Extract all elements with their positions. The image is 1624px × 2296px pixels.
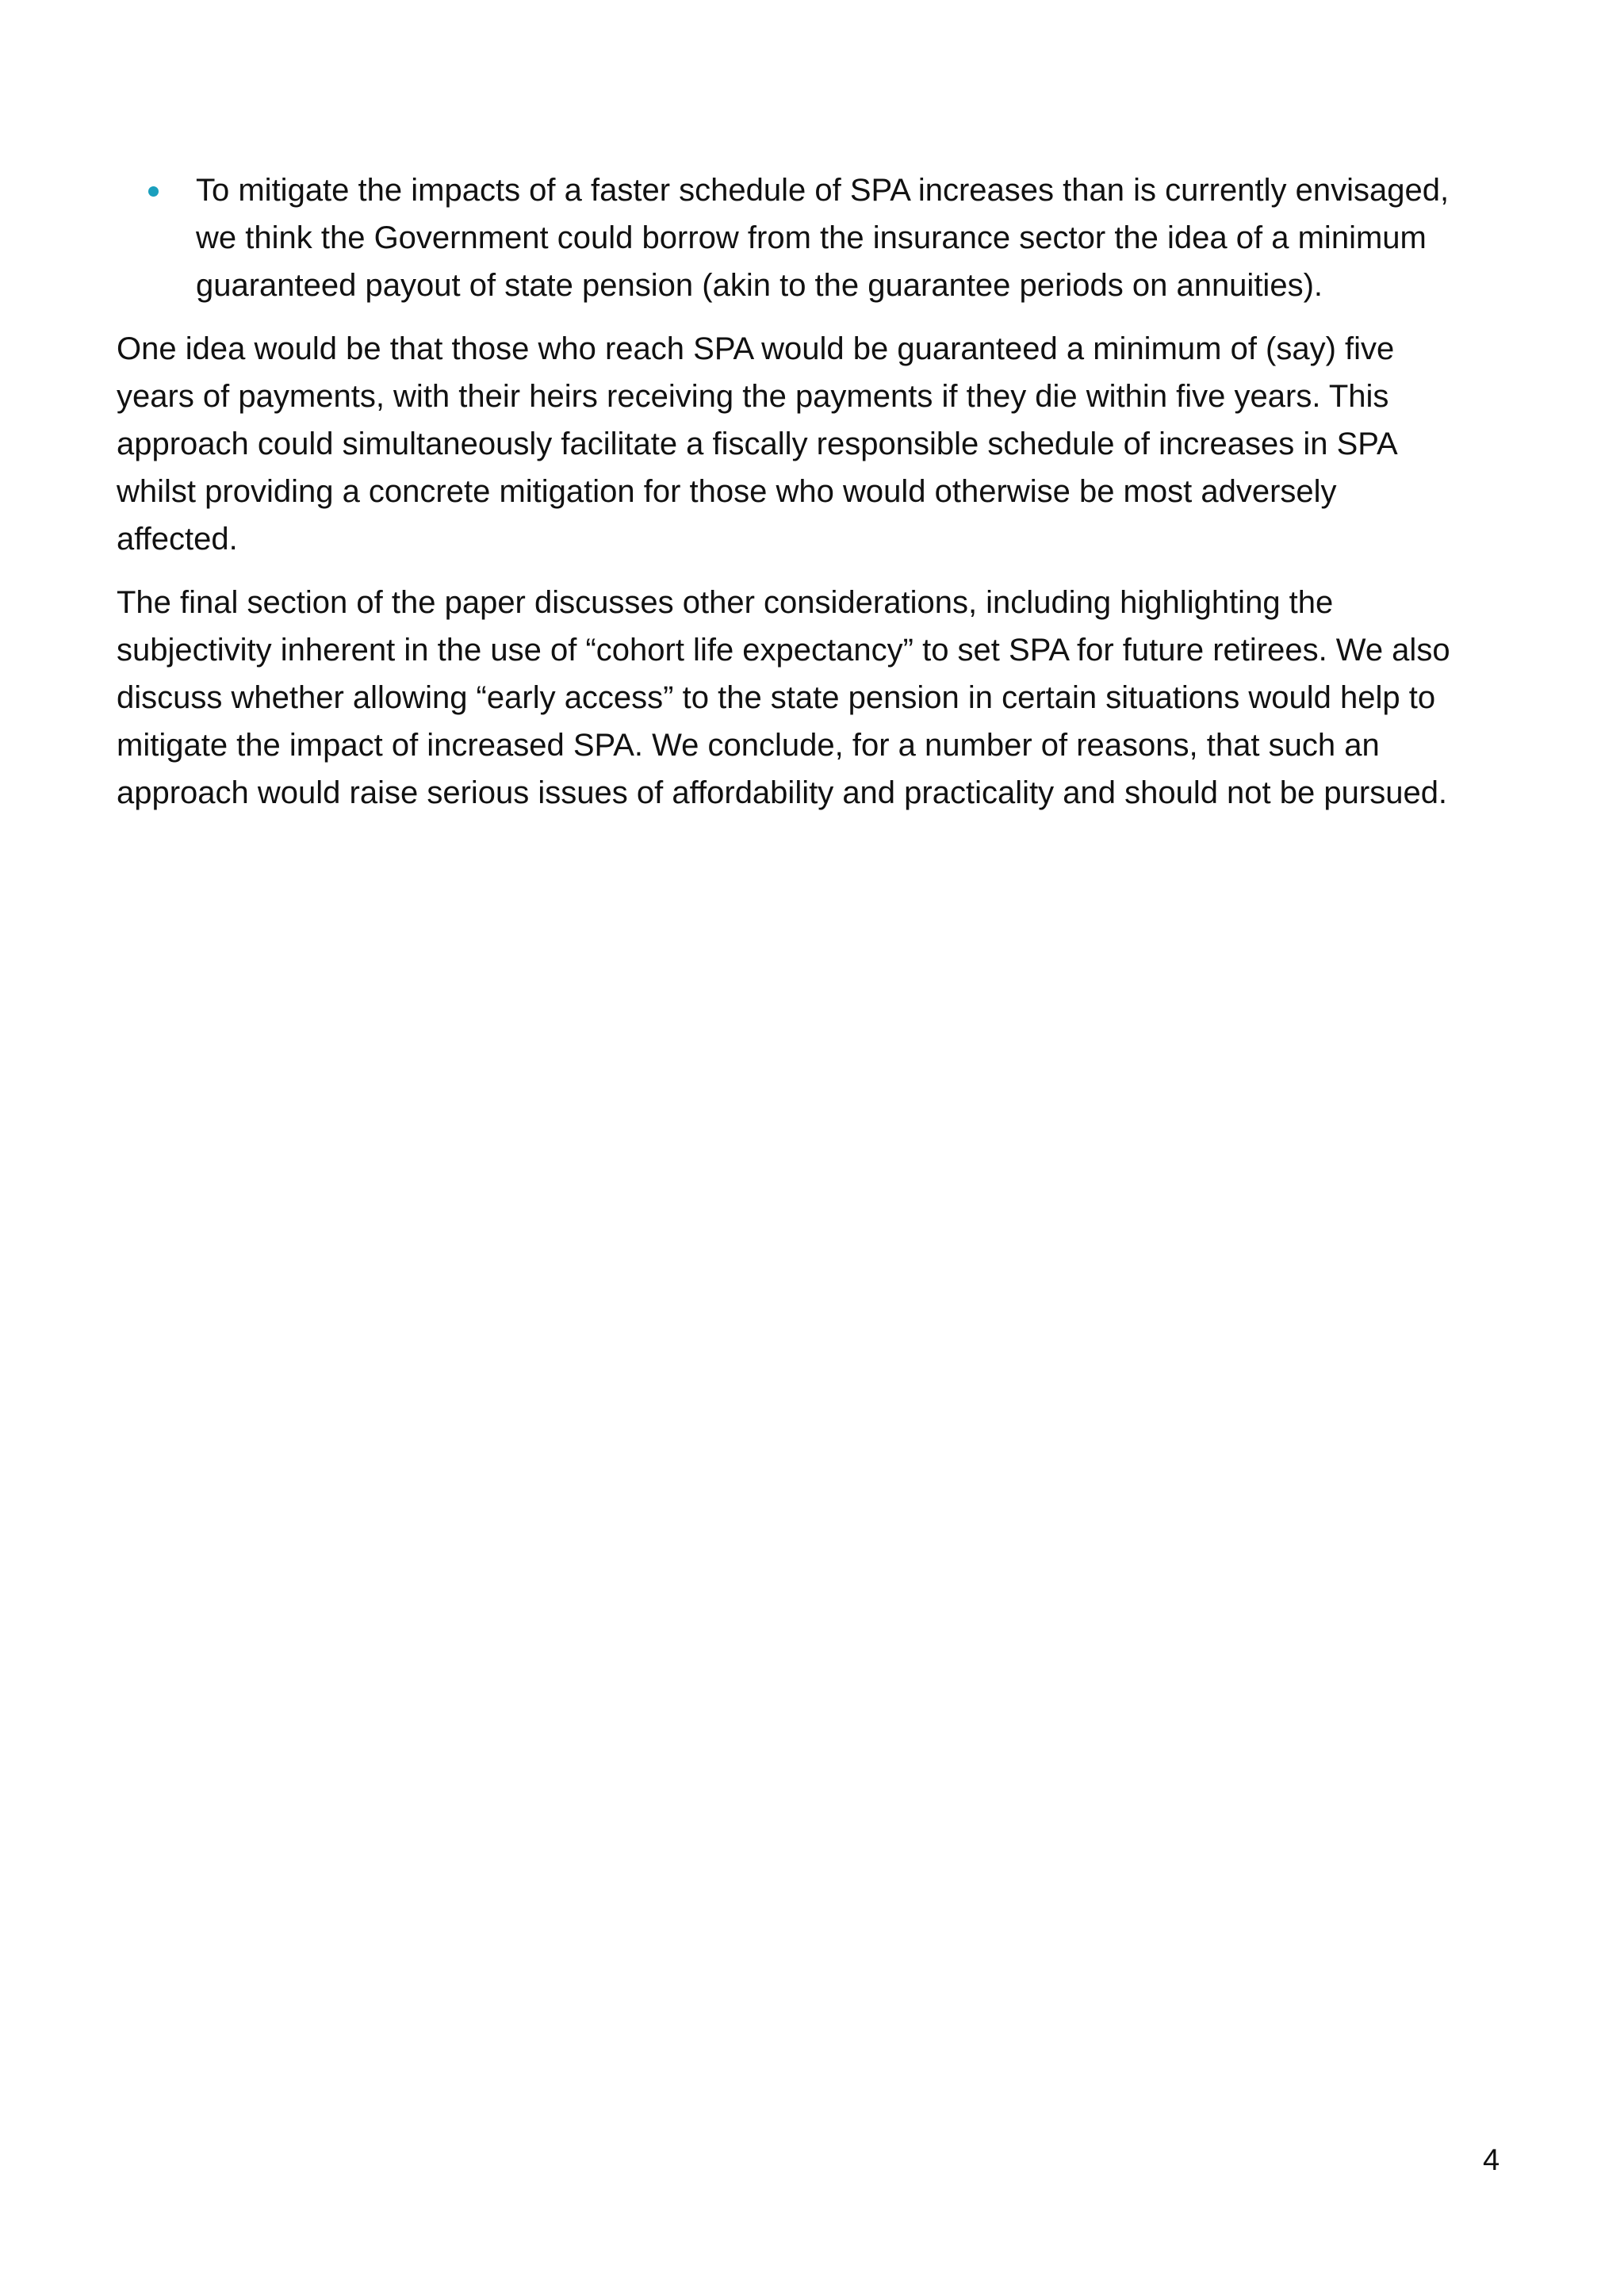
bullet-list bbox=[117, 166, 1465, 309]
paragraph-final-section: The final section of the paper discusses other considerations, including highlighting the subjectivity inherent in the use of “cohort life expectancy” to set SPA for future retirees. We also discuss whether allowing “early access” to the state pension in certain situations would help to mitigate the impact of increased SPA. We conclude, for a number of reasons, that such an approach would raise serious issues of affordability and practicality and should not be pursued. bbox=[117, 585, 1450, 810]
paragraph-guarantee-idea: One idea would be that those who reach SPA would be guaranteed a minimum of (say) five years of payments, with their heirs receiving the payments if they die within five years. This approach could simultaneously facilitate a fiscally responsible schedule of increases in SPA whilst providing a concrete mitigation for those who would otherwise be most adversely affected. bbox=[117, 331, 1396, 557]
list-item bbox=[117, 166, 1465, 309]
bullet-text: To mitigate the impacts of a faster schedule of SPA increases than is currently envisaged, we think the Government could borrow from the insurance sector the idea of a minimum guaranteed payout of state pension (akin to the guarantee periods on annuities). bbox=[196, 173, 1450, 303]
bullet-icon bbox=[148, 186, 159, 197]
page-content bbox=[117, 166, 1465, 832]
page-number: 4 bbox=[1483, 2144, 1500, 2177]
